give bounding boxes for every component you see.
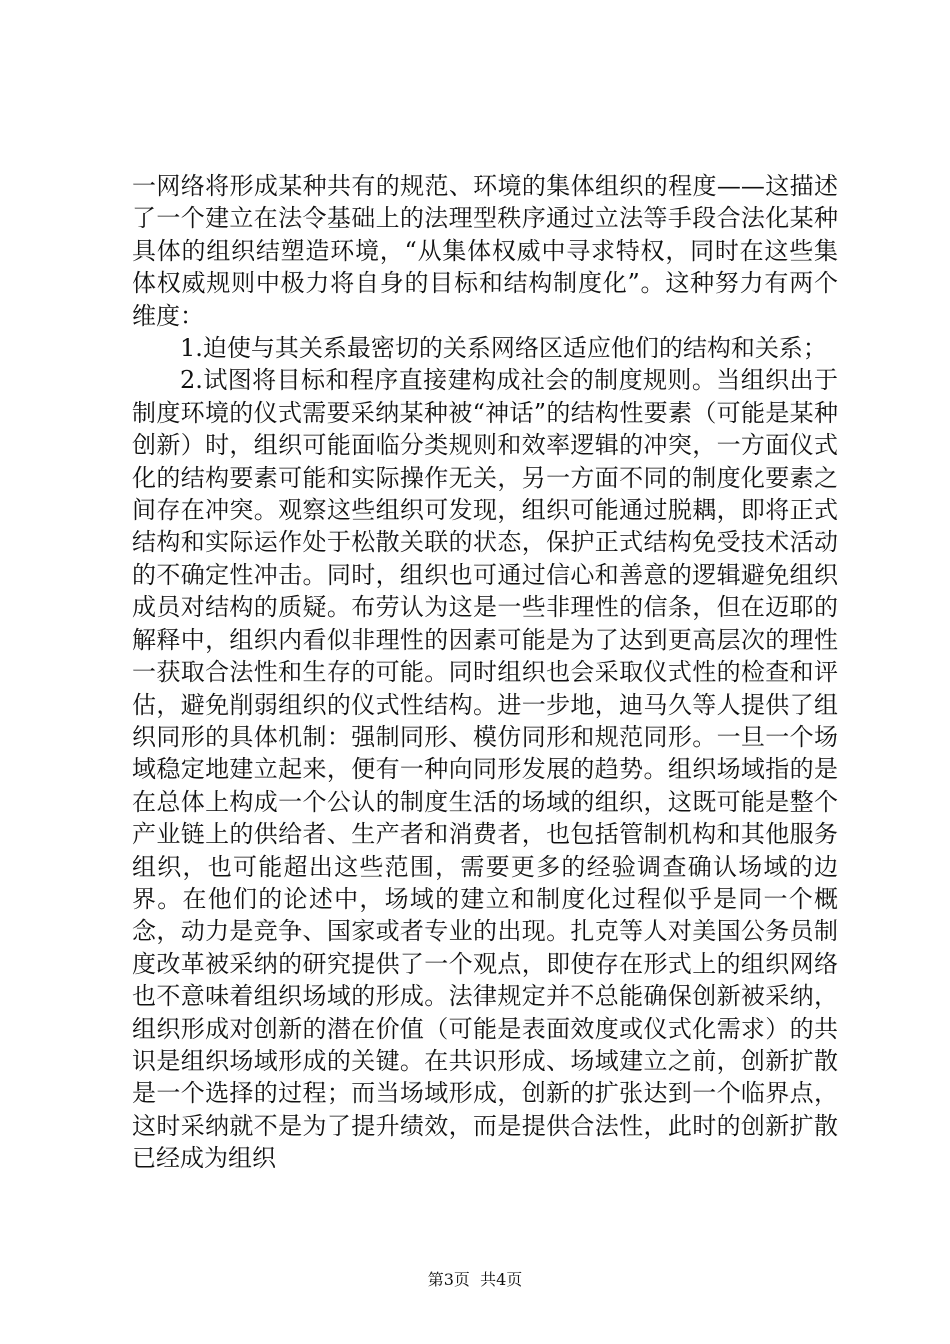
paragraph-item-2: 2.试图将目标和程序直接建构成社会的制度规则。当组织出于制度环境的仪式需要采纳某种被“神话”的结构性要素（可能是某种创新）时，组织可能面临分类规则和效率逻辑的冲突，一方面仪式化的结构要素可能和实际操作无关，另一方面不同的制度化要素之间存在冲突。观察这些组织可发现，组织可能通过脱耦，即将正式结构和实际运作处于松散关联的状态，保护正式结构免受技术活动的不确定性冲击。同时，组织也可通过信心和善意的逻辑避免组织成员对结构的质疑。布劳认为这是一些非理性的信条，但在迈耶的解释中，组织内看似非理性的因素可能是为了达到更高层次的理性一获取合法性和生存的可能。同时组织也会采取仪式性的检查和评估，避免削弱组织的仪式性结构。进一步地，迪马久等人提供了组织同形的具体机制：强制同形、模仿同形和规范同形。一旦一个场域稳定地建立起来，便有一种向同形发展的趋势。组织场域指的是在总体上构成一个公认的制度生活的场域的组织，这既可能是整个产业链上的供给者、生产者和消费者，也包括管制机构和其他服务组织，也可能超出这些范围，需要更多的经验调查确认场域的边界。在他们的论述中，场域的建立和制度化过程似乎是同一个概念，动力是竞争、国家或者专业的出现。扎克等人对美国公务员制度改革被采纳的研究提供了一个观点，即使存在形式上的组织网络也不意味着组织场域的形成。法律规定并不总能确保创新被采纳，组织形成对创新的潜在价值（可能是表面效度或仪式化需求）的共识是组织场域形成的关键。在共识形成、场域建立之前，创新扩散是一个选择的过程；而当场域形成，创新的扩张达到一个临界点，这时采纳就不是为了提升绩效，而是提供合法性，此时的创新扩散已经成为组织 xyxy=(132,366,838,1173)
paragraph-item-1: 1.迫使与其关系最密切的关系网络区适应他们的结构和关系； xyxy=(180,334,827,363)
page-footer: 第3页 共4页 xyxy=(427,1270,523,1289)
document-body xyxy=(132,170,838,1210)
paragraph-intro: 一网络将形成某种共有的规范、环境的集体组织的程度——这描述了一个建立在法令基础上的法理型秩序通过立法等手段合法化某种具体的组织结塑造环境，“从集体权威中寻求特权，同时在这些集体权威规则中极力将自身的目标和结构制度化”。这种努力有两个维度： xyxy=(132,172,838,330)
